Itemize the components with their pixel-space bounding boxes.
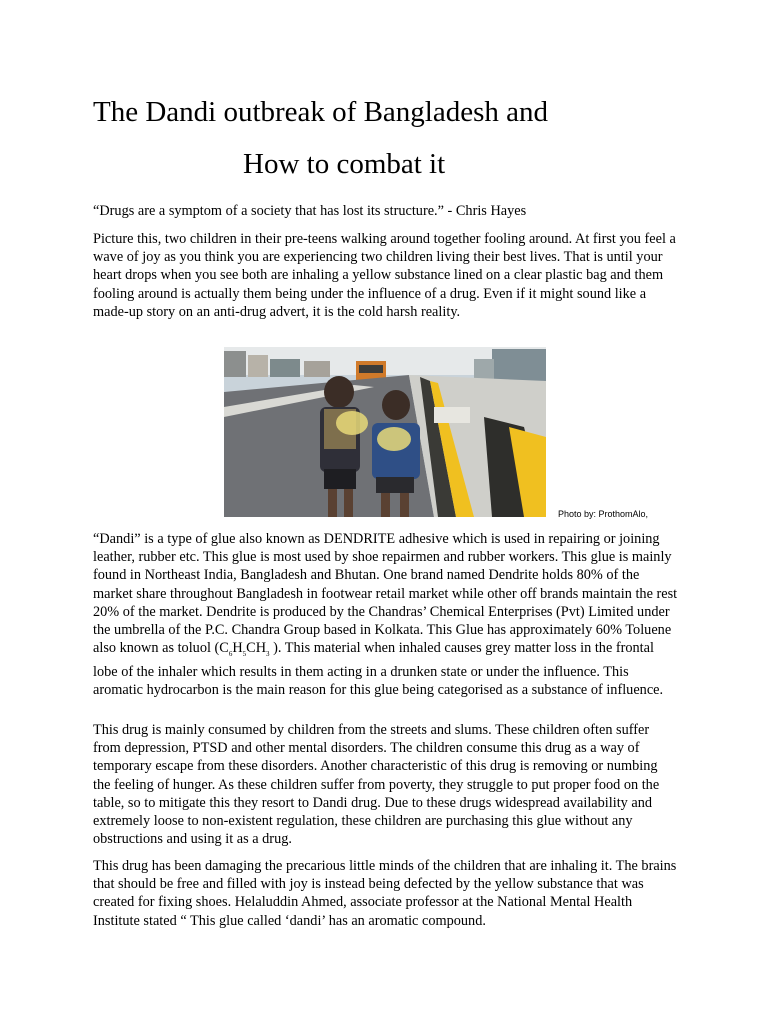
chemical-formula: $C_6H_5CH_3$ bbox=[219, 640, 270, 659]
intro-paragraph: Picture this, two children in their pre-teens walking around together fooling around. At first you feel a wave of joy as you think you are experiencing two children living their best lives. That is until your heart drops when you see both are inhaling a yellow substance lined on a clear plastic bag and them fooling around is actually them being under the influence of a drug. Even if it might sound like a made-up story on an anti-drug advert, it is the cold harsh reality. bbox=[93, 231, 676, 320]
title-line-1: The Dandi outbreak of Bangladesh and bbox=[93, 96, 548, 128]
page-title bbox=[93, 86, 713, 190]
street-children-photo bbox=[224, 347, 546, 517]
dandi-text-end: ). This material when inhaled causes grey matter loss in the frontal lobe of the inhaler which results in them acting in a drunken state or under the influence. This aromatic hydrocarbon is the main reason for this glue being categorised as a substance of influence. bbox=[93, 640, 664, 699]
photo-caption: Photo by: ProthomAlo, bbox=[558, 509, 649, 519]
consumption-paragraph: This drug is mainly consumed by children from the streets and slums. These children often suffer from depression, PTSD and other mental disorders. The children consume this drug as a way of temporary escape from these disorders. Another characteristic of this drug is removing or numbing the feeling of hunger. As these children suffer from poverty, they struggle to put proper food on the table, so to mitigate this they resort to Dandi drug. Due to these drugs widespread availability and extremely loose to non-existent regulation, these children are purchasing this glue without any obstructions and using it as a drug. bbox=[93, 722, 660, 848]
damage-paragraph: This drug has been damaging the precarious little minds of the children that are inhaling it. The brains that should be free and filled with joy is instead being defected by the yellow substance that was created for fixing shoes. Helaluddin Ahmed, associate professor at the National Mental Health Institute stated “ This glue called ‘dandi’ has an aromatic compound. bbox=[93, 858, 677, 929]
dandi-paragraph bbox=[93, 530, 678, 700]
title-line-2: How to combat it bbox=[243, 148, 446, 180]
opening-quote: “Drugs are a symptom of a society that has lost its structure.” - Chris Hayes bbox=[93, 203, 527, 219]
dandi-text-start: “Dandi” is a type of glue also known as DENDRITE adhesive which is used in repairing or joining leather, rubber etc. This glue is most used by shoe repairmen and rubber workers. This glue is mainly found in Northeast India, Bangladesh and Bhutan. One brand named Dendrite holds 80% of the market share throughout Bangladesh in footwear retail market while other off brands maintain the rest 20% of the market. Dendrite is produced by the Chandras’ Chemical Enterprises (Pvt) Limited under the umbrella of the P.C. Chandra Group based in Kolkata. This Glue has approximately 60% Toluene also known as toluol ( bbox=[93, 531, 678, 657]
